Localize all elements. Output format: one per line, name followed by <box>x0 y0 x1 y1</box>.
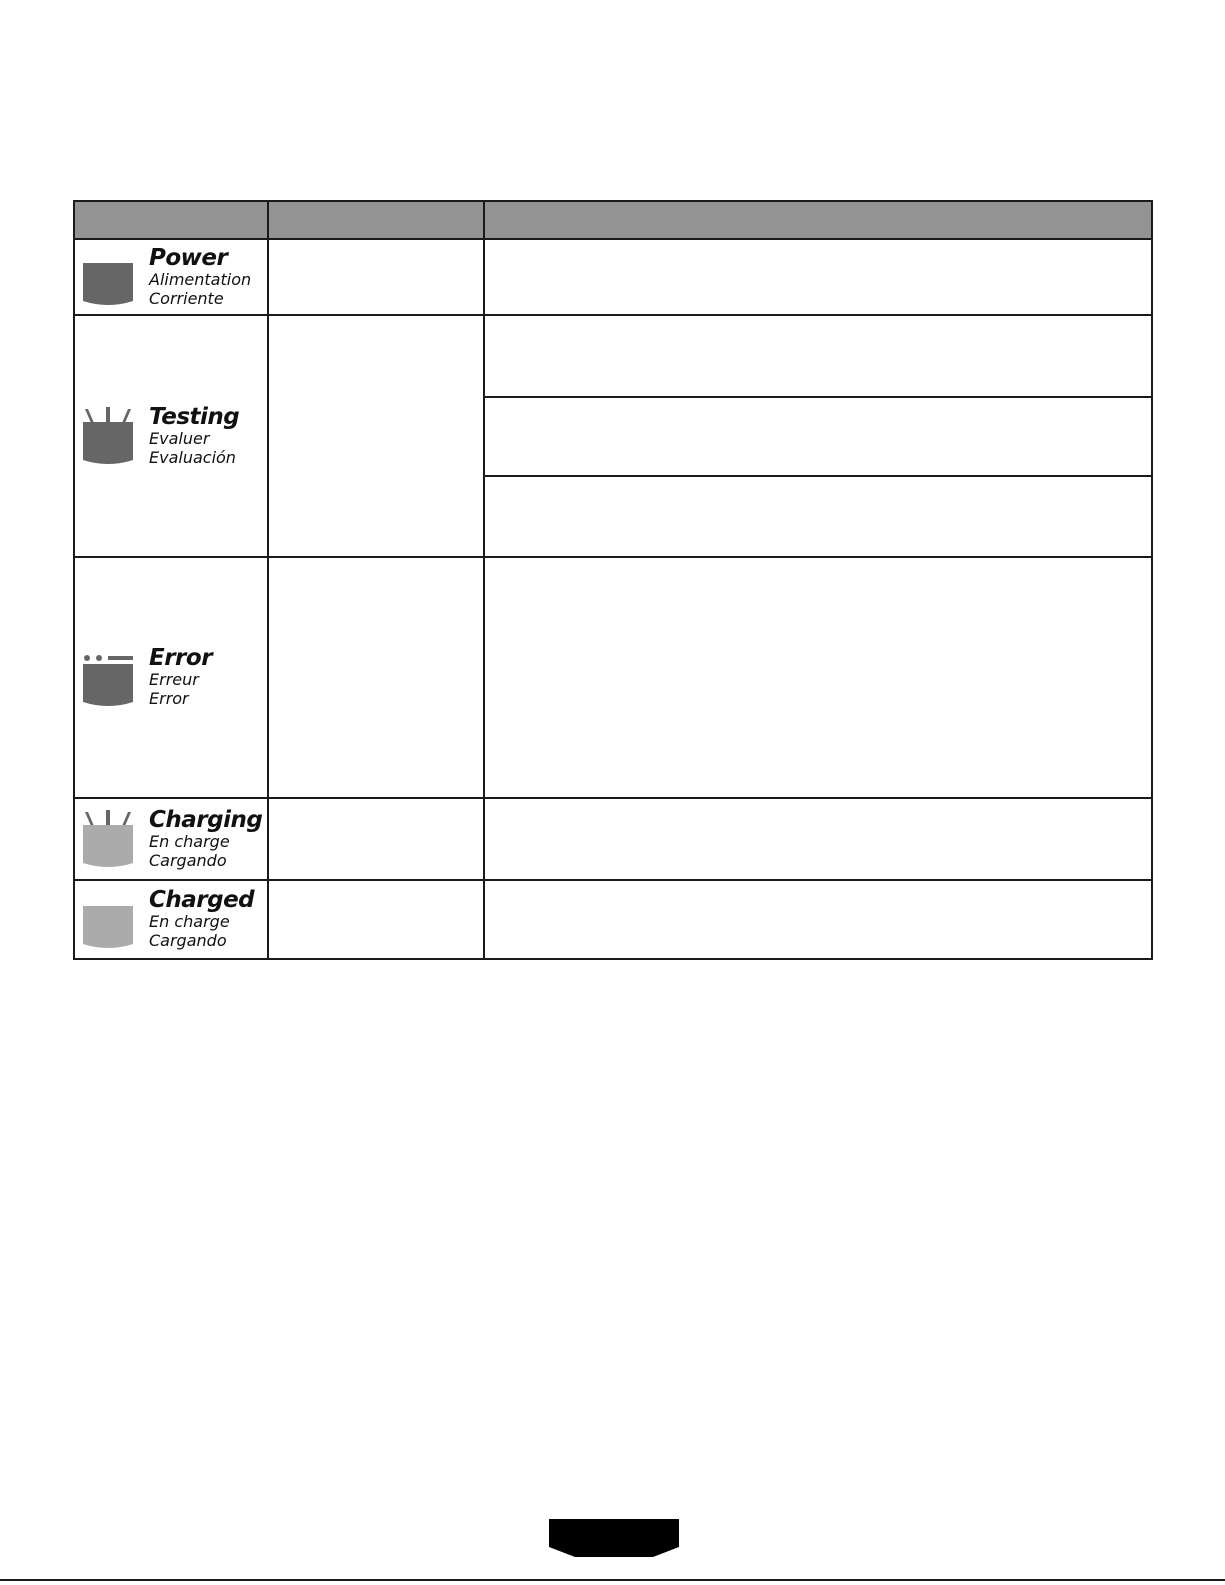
status-description-charging <box>484 798 1152 880</box>
status-description-testing-1 <box>484 315 1152 397</box>
status-cell-middle-charging <box>268 798 484 880</box>
page-bottom-rule <box>0 1579 1225 1581</box>
status-label-fr: Erreur <box>149 670 199 689</box>
status-label: Charged <box>149 887 255 913</box>
steady-light-lamp-icon <box>83 891 133 949</box>
status-cell-middle-error <box>268 557 484 798</box>
status-label: Error <box>149 645 213 671</box>
table-row-charging <box>74 798 1152 880</box>
status-label-fr: Evaluer <box>149 428 210 448</box>
status-cell-middle-testing <box>268 315 484 557</box>
blinking-light-lamp-icon <box>83 810 133 868</box>
status-cell-middle-power <box>268 239 484 315</box>
table-row-error <box>74 557 1152 798</box>
page-number-tab-icon <box>549 1519 679 1557</box>
table-header-row <box>74 201 1152 239</box>
status-cell-charged <box>74 880 268 959</box>
status-label: Testing <box>149 403 240 430</box>
status-label-fr: Alimentation <box>149 269 252 289</box>
steady-dark-lamp-icon <box>83 248 133 306</box>
status-label-fr: En charge <box>149 831 230 851</box>
status-label-es: Corriente <box>149 288 224 308</box>
status-cell-charging <box>74 798 268 880</box>
status-cell-power <box>74 239 268 315</box>
header-cell-indicator <box>74 201 268 239</box>
status-label: Power <box>149 244 228 271</box>
status-label-es: Cargando <box>149 850 227 870</box>
status-label-fr: En charge <box>149 912 230 931</box>
status-description-error <box>484 557 1152 798</box>
status-label-es: Cargando <box>149 931 227 950</box>
blinking-dark-lamp-icon <box>83 407 133 465</box>
table-row-power <box>74 239 1152 315</box>
status-cell-middle-charged <box>268 880 484 959</box>
status-description-charged <box>484 880 1152 959</box>
status-label-es: Evaluación <box>149 447 236 467</box>
status-description-testing-3 <box>484 476 1152 557</box>
status-description-power <box>484 239 1152 315</box>
header-cell-description <box>484 201 1152 239</box>
status-cell-error <box>74 557 268 798</box>
led-status-table <box>73 200 1153 960</box>
status-label: Charging <box>149 806 263 833</box>
status-cell-testing <box>74 315 268 557</box>
table-row-testing <box>74 315 1152 397</box>
table-row-charged <box>74 880 1152 959</box>
error-dark-lamp-icon <box>83 649 133 707</box>
header-cell-status <box>268 201 484 239</box>
status-description-testing-2 <box>484 397 1152 476</box>
status-label-es: Error <box>149 689 189 708</box>
